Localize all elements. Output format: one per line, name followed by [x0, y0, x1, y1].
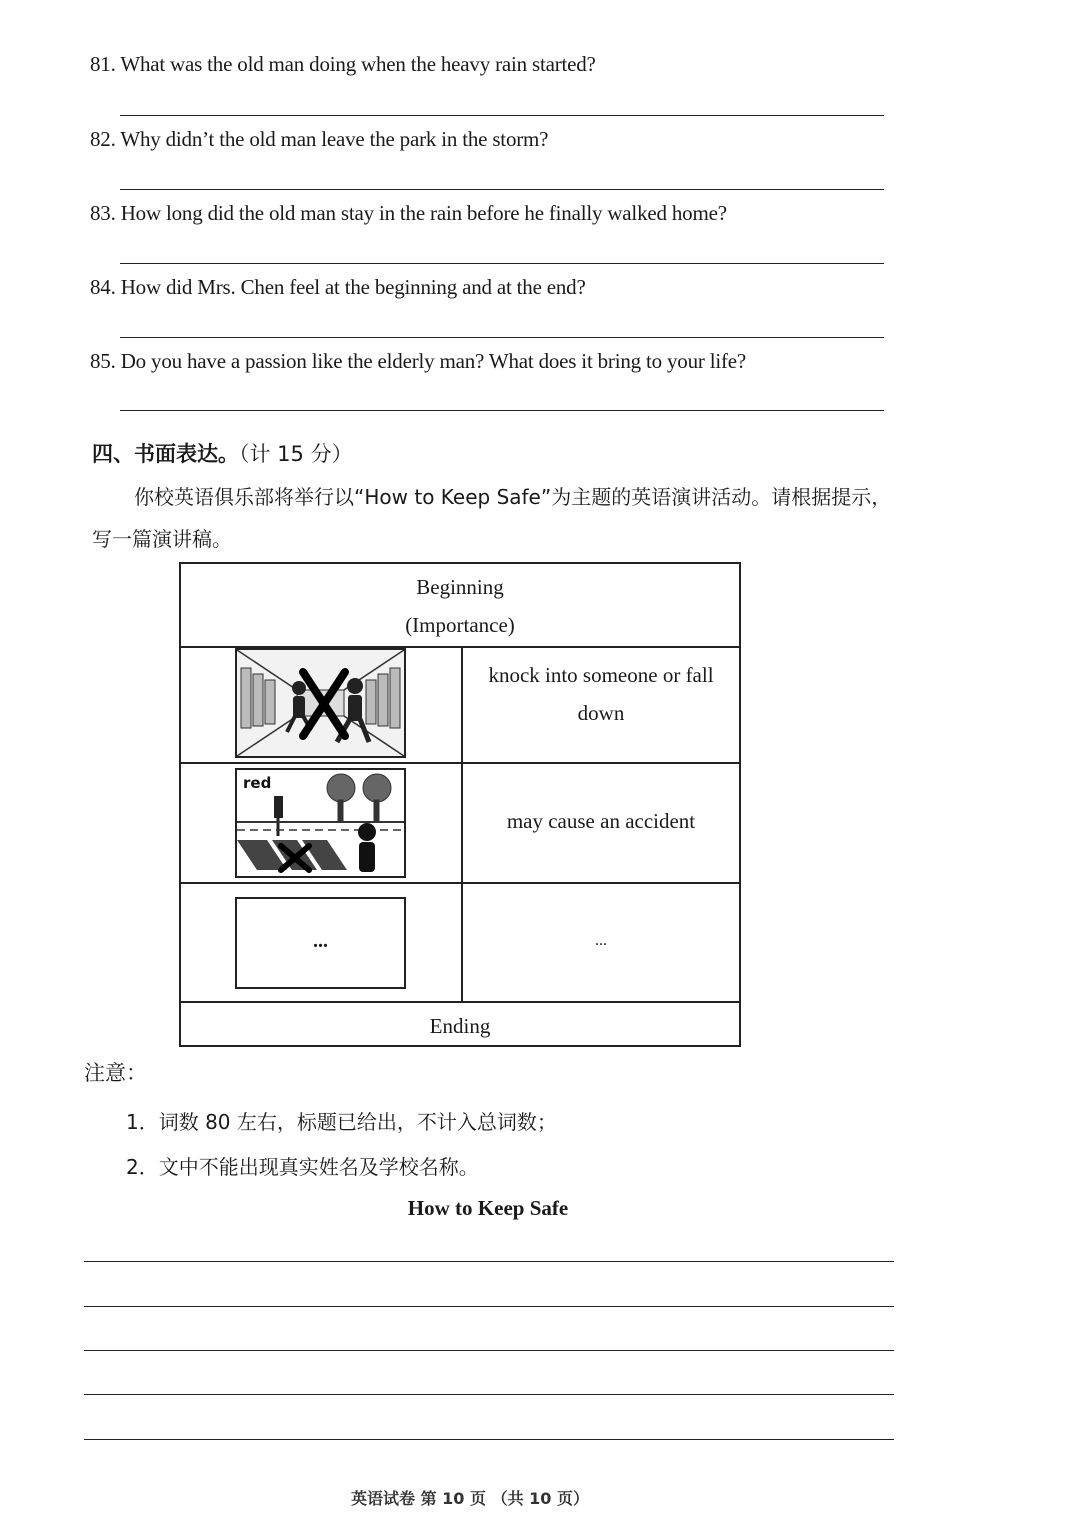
- row-1-line-2: down: [577, 701, 625, 725]
- blank-picture-box: [235, 897, 406, 989]
- writing-line[interactable]: [84, 1261, 894, 1262]
- row-1-line-1: knock into someone or fall: [488, 663, 714, 687]
- writing-line[interactable]: [84, 1439, 894, 1440]
- question-84: [90, 275, 586, 300]
- row-1-text: [463, 656, 739, 732]
- question-text: Do you have a passion like the elderly man? What does it bring to your life?: [120, 349, 747, 373]
- question-text: How did Mrs. Chen feel at the beginning and at the end?: [120, 275, 586, 299]
- question-number: 83.: [90, 201, 116, 225]
- writing-line[interactable]: [84, 1306, 894, 1307]
- note-item-1: 1．词数 80 左右，标题已给出，不计入总词数；: [126, 1110, 557, 1134]
- writing-line[interactable]: [84, 1394, 894, 1395]
- notes-label: 注意：: [84, 1061, 147, 1085]
- instruction-line-2: 写一篇演讲稿。: [92, 527, 232, 551]
- question-83: [90, 201, 727, 226]
- essay-title: How to Keep Safe: [407, 1196, 569, 1220]
- header-line-2: (Importance): [405, 613, 515, 637]
- question-number: 82.: [90, 127, 116, 151]
- answer-line-85[interactable]: [120, 410, 884, 411]
- table-header: [181, 568, 739, 644]
- blank-picture-ellipsis: ...: [313, 930, 328, 952]
- divider: [181, 882, 739, 884]
- picture-label-red: red: [243, 774, 272, 792]
- row-3-text: ...: [595, 932, 607, 949]
- page-footer: 英语试卷 第 10 页 （共 10 页）: [351, 1489, 589, 1508]
- question-85: [90, 349, 746, 374]
- running-kids-hallway-picture: [235, 648, 406, 758]
- writing-line[interactable]: [84, 1350, 894, 1351]
- question-text: How long did the old man stay in the rain before he finally walked home?: [120, 201, 727, 225]
- question-82: [90, 127, 548, 152]
- section-title-text: 四、书面表达。: [92, 442, 239, 466]
- red-light-crossing-picture: [235, 768, 406, 878]
- section-title: [92, 438, 353, 468]
- answer-line-82[interactable]: [120, 189, 884, 190]
- section-score: （计 15 分）: [239, 442, 353, 466]
- question-number: 85.: [90, 349, 116, 373]
- note-item-2: 2．文中不能出现真实姓名及学校名称。: [126, 1155, 479, 1179]
- divider: [181, 1001, 739, 1003]
- answer-line-81[interactable]: [120, 115, 884, 116]
- header-line-1: Beginning: [416, 575, 504, 599]
- question-text: Why didn’t the old man leave the park in the storm?: [120, 127, 549, 151]
- question-number: 84.: [90, 275, 116, 299]
- question-81: [90, 52, 596, 77]
- outline-table: [179, 562, 741, 1047]
- table-footer: Ending: [429, 1014, 491, 1038]
- instruction-line-1: 你校英语俱乐部将举行以“How to Keep Safe”为主题的英语演讲活动。请根据提示，: [134, 485, 892, 509]
- question-text: What was the old man doing when the heavy rain started?: [120, 52, 596, 76]
- answer-line-83[interactable]: [120, 263, 884, 264]
- answer-line-84[interactable]: [120, 337, 884, 338]
- divider: [181, 762, 739, 764]
- row-2-text: may cause an accident: [506, 809, 696, 833]
- question-number: 81.: [90, 52, 116, 76]
